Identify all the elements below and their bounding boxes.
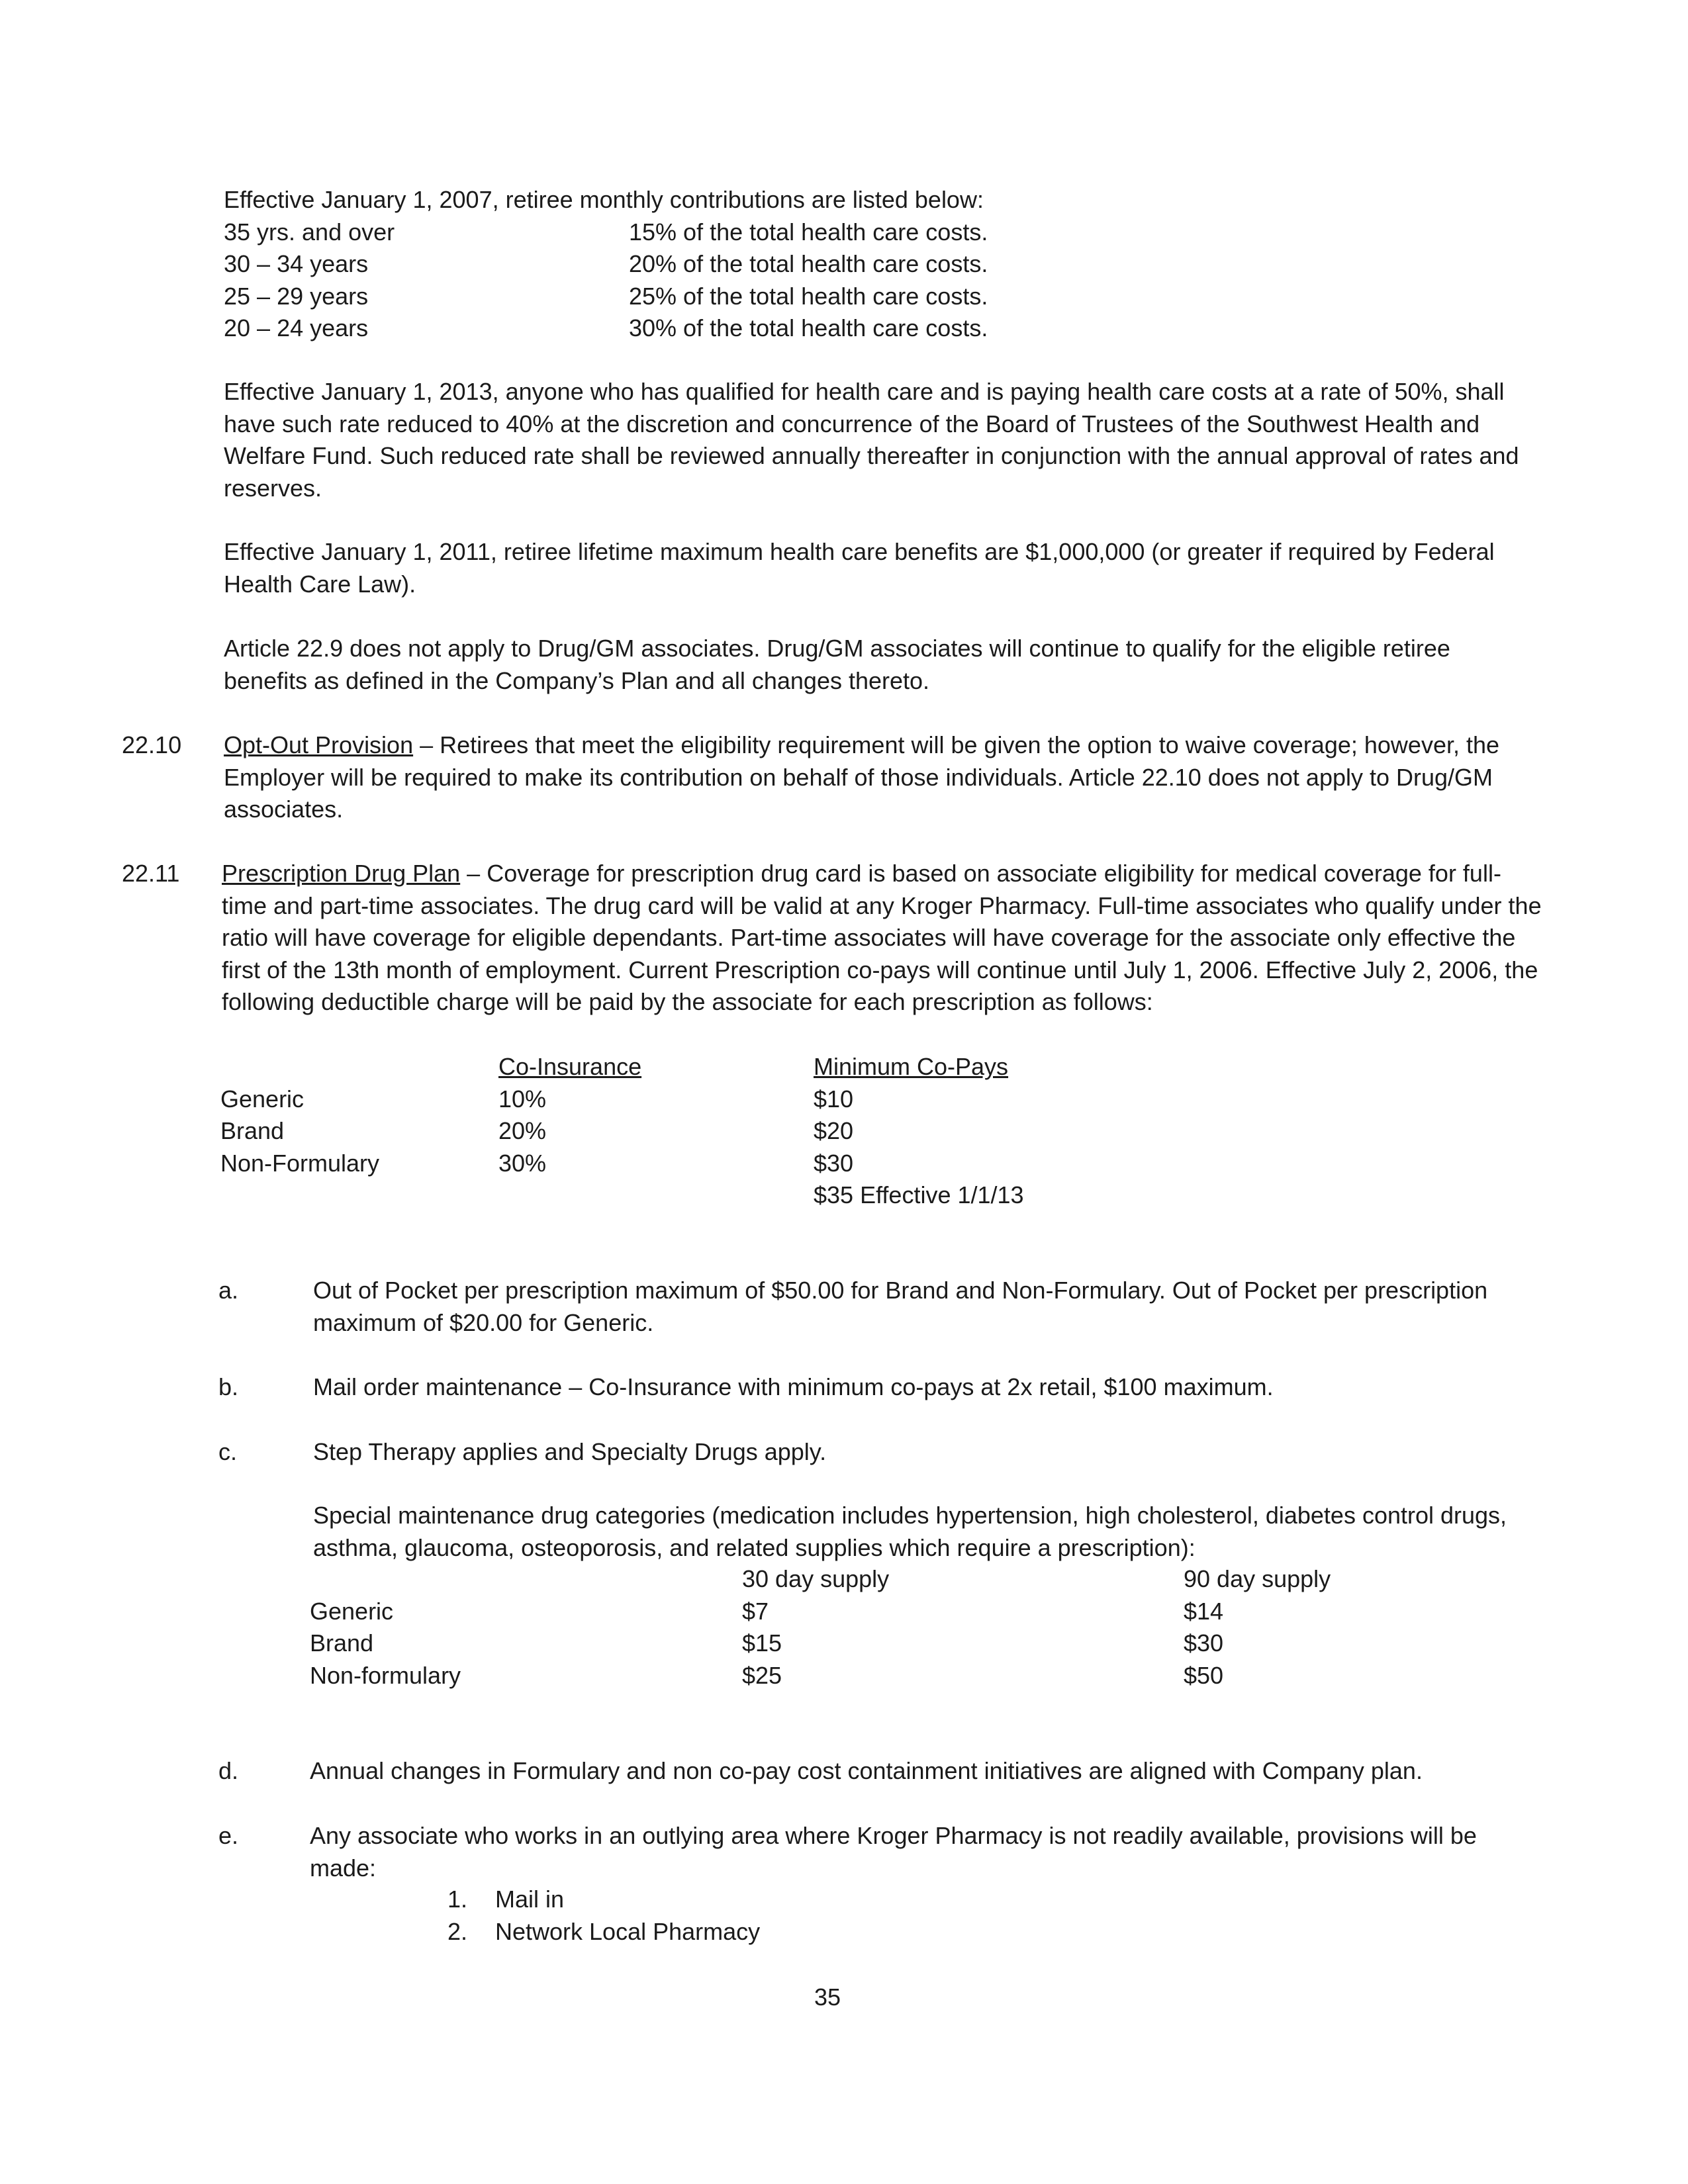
- table-row: [220, 1148, 1147, 1180]
- column-header-minimum-copays: Minimum Co-Pays: [814, 1053, 1009, 1080]
- list-number: 1.: [447, 1886, 468, 1913]
- contribution-row: [224, 312, 1481, 345]
- section-text: – Coverage for prescription drug card is based on associate eligibility for medical coverage for full-time and part-time associates. The drug card will be valid at any Kroger Pharmacy. Full-time associates who qualify under the ratio will have coverage for eligible dependants. Part-time associates will have coverage for the associate only effective the first of the 13th month of employment. Current Prescription co-pays will continue until July 1, 2006. Effective July 2, 2006, the following deductible charge will be paid by the associate for each prescription as follows:: [222, 860, 1542, 1015]
- contributions-block: [224, 184, 1481, 345]
- table-row: [310, 1596, 1369, 1628]
- contribution-row: [224, 216, 1481, 249]
- item-c-text: Step Therapy applies and Specialty Drugs apply.: [313, 1438, 827, 1465]
- contributions-intro: Effective January 1, 2007, retiree monthly contributions are listed below:: [224, 186, 984, 213]
- item-label: c.: [218, 1438, 238, 1465]
- supply-30-day: $7: [742, 1597, 769, 1625]
- contribution-row: [224, 281, 1481, 313]
- drug-type: Non-formulary: [310, 1661, 461, 1689]
- table-header: [310, 1563, 1369, 1596]
- table-row: [220, 1083, 1147, 1116]
- supply-table: [310, 1563, 1369, 1692]
- special-maintenance-text: Special maintenance drug categories (medication includes hypertension, high cholesterol, diabetes control drugs, asthma, glaucoma, osteoporosis, and related supplies which require a prescription):: [313, 1502, 1507, 1561]
- coinsurance: 30%: [498, 1149, 547, 1177]
- supply-90-day: $30: [1184, 1629, 1224, 1657]
- item-a-text: Out of Pocket per prescription maximum of $50.00 for Brand and Non-Formulary. Out of Pocket per prescription maximum of $20.00 for Generic.: [313, 1277, 1488, 1336]
- item-e-text: Any associate who works in an outlying area where Kroger Pharmacy is not readily available, provisions will be made:: [310, 1822, 1477, 1882]
- table-row: [310, 1660, 1369, 1692]
- drug-type: Generic: [220, 1085, 305, 1113]
- item-label: b.: [218, 1373, 239, 1400]
- table-header: [220, 1051, 1147, 1083]
- list-item: [447, 1916, 977, 1948]
- drug-type: Brand: [310, 1629, 374, 1657]
- paragraph-2011: Effective January 1, 2011, retiree lifetime maximum health care benefits are $1,000,000 (or greater if required by Federal Health Care Law).: [224, 538, 1495, 598]
- section-heading: Prescription Drug Plan: [222, 860, 461, 887]
- drug-type: Brand: [220, 1117, 285, 1144]
- paragraph-article-22-9: Article 22.9 does not apply to Drug/GM associates. Drug/GM associates will continue to qualify for the eligible retiree benefits as defined in the Company’s Plan and all changes thereto.: [224, 635, 1450, 694]
- copay-table: [220, 1051, 1147, 1212]
- item-label: a.: [218, 1277, 239, 1304]
- contribution-years: 30 – 34 years: [224, 250, 369, 277]
- minimum-copay: $20: [814, 1117, 854, 1144]
- section-text: – Retirees that meet the eligibility requirement will be given the option to waive coverage; however, the Employer will be required to make its contribution on behalf of those individuals. Article 22.10 does not apply to Drug/GM associates.: [224, 731, 1500, 823]
- contribution-rate: 30% of the total health care costs.: [629, 314, 988, 341]
- paragraph-2013: Effective January 1, 2013, anyone who has qualified for health care and is paying health care costs at a rate of 50%, shall have such rate reduced to 40% at the discretion and concurrence of the Board of Trustees of the Southwest Health and Welfare Fund. Such reduced rate shall be reviewed annually thereafter in conjunction with the annual approval of rates and reserves.: [224, 378, 1519, 502]
- contribution-rate: 25% of the total health care costs.: [629, 282, 988, 310]
- coinsurance: 10%: [498, 1085, 547, 1113]
- list-text: Mail in: [495, 1886, 565, 1913]
- table-row: [220, 1115, 1147, 1148]
- section-heading: Opt-Out Provision: [224, 731, 414, 758]
- supply-90-day: $50: [1184, 1661, 1224, 1689]
- supply-30-day: $25: [742, 1661, 782, 1689]
- contribution-years: 20 – 24 years: [224, 314, 369, 341]
- table-row: [220, 1179, 1147, 1212]
- minimum-copay: $10: [814, 1085, 854, 1113]
- minimum-copay: $30: [814, 1149, 854, 1177]
- supply-90-day: $14: [1184, 1597, 1224, 1625]
- contribution-row: [224, 248, 1481, 281]
- page-number: 35: [814, 1983, 841, 2011]
- contribution-rate: 20% of the total health care costs.: [629, 250, 988, 277]
- item-label: e.: [218, 1822, 239, 1849]
- list-text: Network Local Pharmacy: [495, 1917, 761, 1945]
- section-22-11: [222, 858, 1546, 1019]
- section-number: 22.10: [122, 731, 182, 758]
- list-number: 2.: [447, 1917, 468, 1945]
- contribution-years: 35 yrs. and over: [224, 218, 395, 246]
- item-d-text: Annual changes in Formulary and non co-pay cost containment initiatives are aligned with Company plan.: [310, 1757, 1423, 1784]
- contribution-rate: 15% of the total health care costs.: [629, 218, 988, 246]
- item-b-text: Mail order maintenance – Co-Insurance with minimum co-pays at 2x retail, $100 maximum.: [313, 1373, 1274, 1400]
- section-number: 22.11: [122, 860, 180, 887]
- item-label: d.: [218, 1757, 239, 1784]
- coinsurance: 20%: [498, 1117, 547, 1144]
- list-item: [447, 1884, 977, 1916]
- section-22-10: [224, 729, 1541, 826]
- contribution-years: 25 – 29 years: [224, 282, 369, 310]
- provisions-list: [447, 1884, 977, 1948]
- drug-type: Generic: [310, 1597, 394, 1625]
- supply-30-day: $15: [742, 1629, 782, 1657]
- column-header-30-day: 30 day supply: [742, 1565, 890, 1592]
- column-header-90-day: 90 day supply: [1184, 1565, 1331, 1592]
- column-header-coinsurance: Co-Insurance: [498, 1053, 642, 1080]
- table-row: [310, 1627, 1369, 1660]
- minimum-copay: $35 Effective 1/1/13: [814, 1181, 1024, 1208]
- drug-type: Non-Formulary: [220, 1149, 380, 1177]
